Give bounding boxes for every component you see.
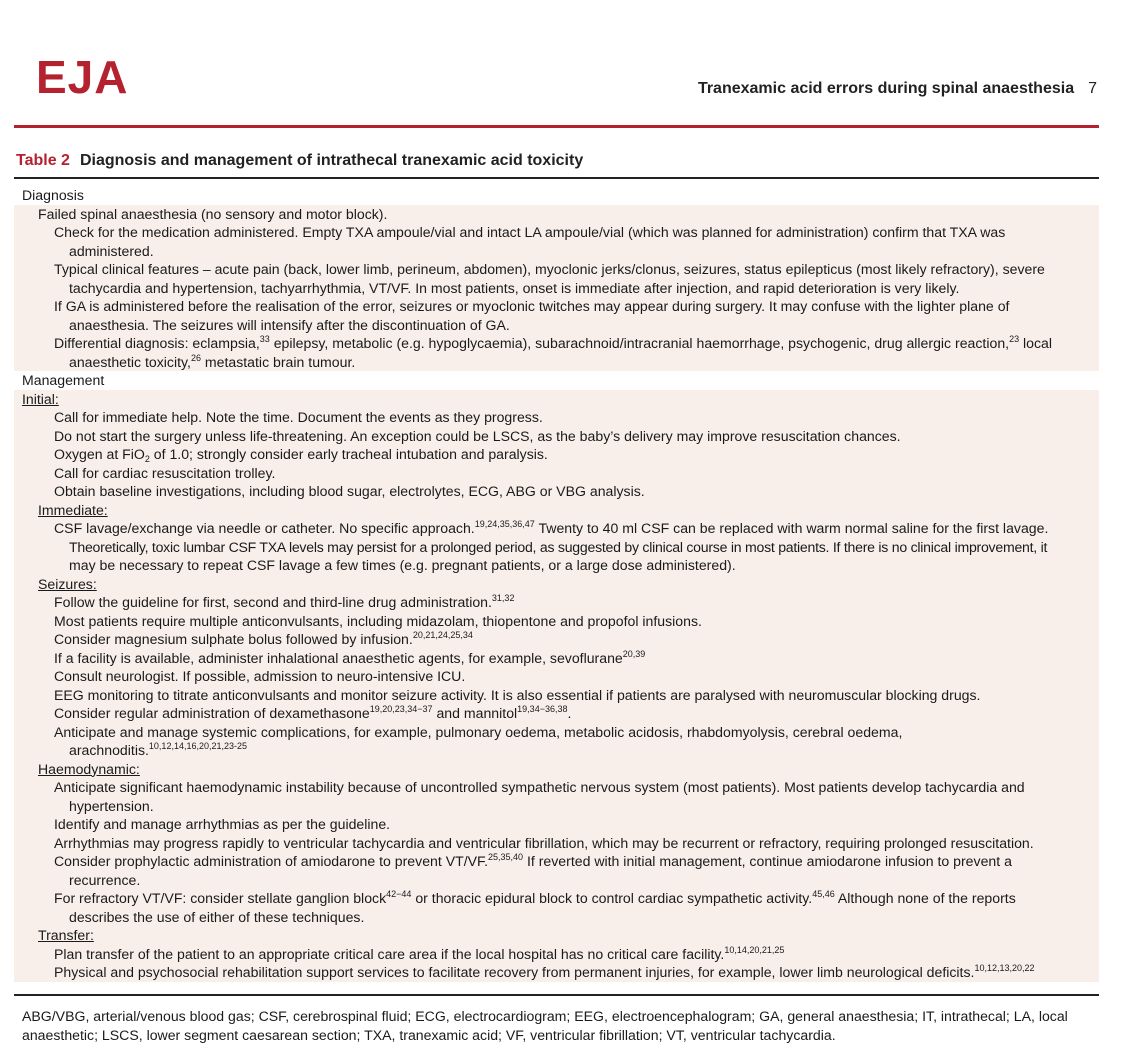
haemodynamic-item-cont: hypertension. (69, 797, 154, 814)
table-top-rule (14, 177, 1099, 179)
initial-item (14, 445, 1099, 464)
diagnosis-check: Check for the medication administered. Empty TXA ampoule/vial and intact LA ampoule/vial (which was planned for administration) confirm that TXA was (54, 224, 1006, 240)
seizures-item: EEG monitoring to titrate anticonvulsants and monitor seizure activity. It is also essential if patients are paralysed with neuromuscular blocking drugs. (54, 686, 981, 703)
citation: 19,20,23,34−37 (369, 704, 433, 714)
initial-item: Call for immediate help. Note the time. Document the events as they progress. (54, 409, 543, 425)
transfer-heading: Transfer: (38, 927, 94, 943)
immediate-heading: Immediate: (38, 501, 108, 518)
citation: 10,12,14,16,20,21,23-25 (148, 741, 248, 751)
text-run: Consider prophylactic administration of amiodarone to prevent VT/VF. (54, 853, 488, 869)
diagnosis-ga: If GA is administered before the realisation of the error, seizures or myoclonic twitches may appear during surgery. It may confuse with the lighter plane of (54, 298, 1010, 314)
citation: 10,12,13,20,22 (974, 963, 1035, 973)
seizures-item (14, 630, 1099, 649)
text-run: . (567, 705, 572, 721)
transfer-item (14, 945, 1099, 964)
text-run: Consider magnesium sulphate bolus followed by infusion. (54, 631, 413, 647)
haemodynamic-heading: Haemodynamic: (38, 760, 140, 777)
initial-item: Do not start the surgery unless life-threatening. An exception could be LSCS, as the baby’s delivery may improve resuscitation chances. (54, 427, 901, 444)
text-run: of 1.0; strongly consider early tracheal intubation and paralysis. (149, 446, 548, 462)
initial-heading: Initial: (22, 390, 59, 407)
haemodynamic-item: Arrhythmias may progress rapidly to ventricular tachycardia and ventricular fibrillation, which may be recurrent or refractory, requiring prolonged resuscitation. (54, 834, 1034, 851)
text-run: or thoracic epidural block to control cardiac sympathetic activity. (411, 890, 813, 906)
text-run: Follow the guideline for first, second and third-line drug administration. (54, 594, 492, 610)
text-run: For refractory VT/VF: consider stellate ganglion block (54, 890, 387, 906)
citation: 25,35,40 (488, 852, 524, 862)
haemodynamic-item: Anticipate significant haemodynamic instability because of uncontrolled sympathetic nervous system (most patients). Most patients develop tachycardia and (54, 779, 1025, 795)
citation: 33 (259, 334, 270, 344)
citation: 26 (190, 352, 201, 363)
text-run: metastatic brain tumour. (200, 353, 356, 370)
haemodynamic-item-cont: recurrence. (69, 871, 141, 888)
header-rule (14, 125, 1099, 128)
seizures-heading: Seizures: (38, 575, 97, 592)
seizures-item (14, 593, 1099, 612)
text-run: Oxygen at FiO (54, 446, 145, 462)
citation: 20,39 (622, 648, 646, 659)
citation: 23 (1009, 334, 1020, 344)
journal-logo: EJA (36, 51, 129, 103)
diagnosis-typical-cont: tachycardia and hypertension, tachyarrhythmia, VT/VF. In most patients, onset is immediate after injection, and rapid deterioration is very likely. (69, 279, 960, 296)
text-run: Consider regular administration of dexamethasone (54, 705, 370, 721)
citation: 45,46 (812, 889, 835, 899)
immediate-item (14, 519, 1099, 538)
running-header (698, 80, 1097, 98)
page-number: 7 (1088, 80, 1097, 97)
seizures-item-cont (14, 741, 1099, 760)
diagnosis-ga-cont: anaesthesia. The seizures will intensify after the discontinuation of GA. (69, 316, 510, 333)
text-run: anaesthetic toxicity, (69, 353, 191, 370)
seizures-item: Most patients require multiple anticonvulsants, including midazolam, thiopentone and propofol infusions. (54, 612, 702, 629)
initial-item: Call for cardiac resuscitation trolley. (54, 464, 276, 481)
citation: 19,24,35,36,47 (474, 519, 535, 529)
text-run: Plan transfer of the patient to an appropriate critical care area if the local hospital has no critical care facility. (54, 945, 725, 962)
text-run: and mannitol (432, 705, 518, 721)
text-run: arachnoditis. (69, 742, 149, 758)
seizures-item (14, 704, 1099, 723)
text-run: If reverted with initial management, continue amiodarone infusion to prevent a (523, 853, 1012, 869)
diagnosis-typical: Typical clinical features – acute pain (back, lower limb, perineum, abdomen), myoclonic jerks/clonus, seizures, status epilepticus (most likely refractory), severe (54, 261, 1045, 277)
text-run: If a facility is available, administer inhalational anaesthetic agents, for example, sevoflurane (54, 649, 623, 666)
diagnosis-differential (14, 334, 1099, 353)
footnote-line: anaesthetic; LSCS, lower segment caesarean section; TXA, tranexamic acid; VF, ventricular fibrillation; VT, ventricular tachycardia. (22, 1026, 836, 1043)
footnote-line: ABG/VBG, arterial/venous blood gas; CSF, cerebrospinal fluid; ECG, electrocardiogram; EEG, electroencephalogram; GA, general anaesthesia; IT, intrathecal; LA, local (22, 1008, 1068, 1024)
initial-item: Obtain baseline investigations, including blood sugar, electrolytes, ECG, ABG or VBG analysis. (54, 483, 645, 499)
citation: 10,14,20,21,25 (724, 944, 785, 955)
citation: 20,21,24,25,34 (412, 630, 473, 640)
diagnosis-heading: Diagnosis (22, 187, 84, 203)
transfer-item (14, 963, 1099, 982)
seizures-item (14, 649, 1099, 668)
seizures-item: Consult neurologist. If possible, admission to neuro-intensive ICU. (54, 668, 466, 684)
citation: 31,32 (491, 593, 515, 603)
management-heading: Management (22, 372, 105, 388)
text-run: Differential diagnosis: eclampsia, (54, 335, 260, 351)
diagnosis-check-cont: administered. (69, 242, 154, 259)
table-caption (16, 152, 583, 170)
diagnosis-block (14, 205, 1099, 372)
text-run: CSF lavage/exchange via needle or catheter. No specific approach. (54, 520, 475, 536)
management-block (14, 390, 1099, 982)
immediate-item-cont: Theoretically, toxic lumbar CSF TXA levels may persist for a prolonged period, as suggested by clinical course in most patients. If there is no clinical improvement, it (69, 538, 1048, 555)
haemodynamic-item (14, 889, 1099, 908)
citation: 42−44 (386, 889, 412, 899)
text-run: local (1019, 335, 1052, 351)
text-run: Physical and psychosocial rehabilitation support services to facilitate recovery from permanent injuries, for example, lower limb neurological deficits. (54, 964, 975, 980)
text-run: Although none of the reports (834, 890, 1016, 906)
table-title: Diagnosis and management of intrathecal tranexamic acid toxicity (79, 152, 584, 169)
haemodynamic-item (14, 852, 1099, 871)
diagnosis-differential-cont (14, 353, 1099, 372)
immediate-item-cont: may be necessary to repeat CSF lavage a few times (e.g. pregnant patients, or a large dose administered). (69, 557, 736, 573)
diagnosis-failed: Failed spinal anaesthesia (no sensory and motor block). (38, 205, 388, 222)
table-bottom-rule (14, 994, 1099, 996)
running-title: Tranexamic acid errors during spinal anaesthesia (697, 80, 1075, 97)
text-run: Twenty to 40 ml CSF can be replaced with warm normal saline for the first lavage. (534, 520, 1049, 536)
text-run: epilepsy, metabolic (e.g. hypoglycaemia), subarachnoid/intracranial haemorrhage, psychogenic, drug allergic reaction, (269, 335, 1010, 351)
table-footnote (22, 1007, 1099, 1044)
table-label: Table 2 (16, 152, 70, 169)
haemodynamic-item: Identify and manage arrhythmias as per the guideline. (54, 816, 391, 832)
haemodynamic-item-cont: describes the use of either of these techniques. (69, 908, 365, 925)
seizures-item: Anticipate and manage systemic complications, for example, pulmonary oedema, metabolic acidosis, rhabdomyolysis, cerebral oedema, (54, 723, 903, 740)
table-body (14, 186, 1099, 982)
subscript: 2 (144, 454, 150, 464)
citation: 19,34−36,38 (517, 704, 568, 714)
